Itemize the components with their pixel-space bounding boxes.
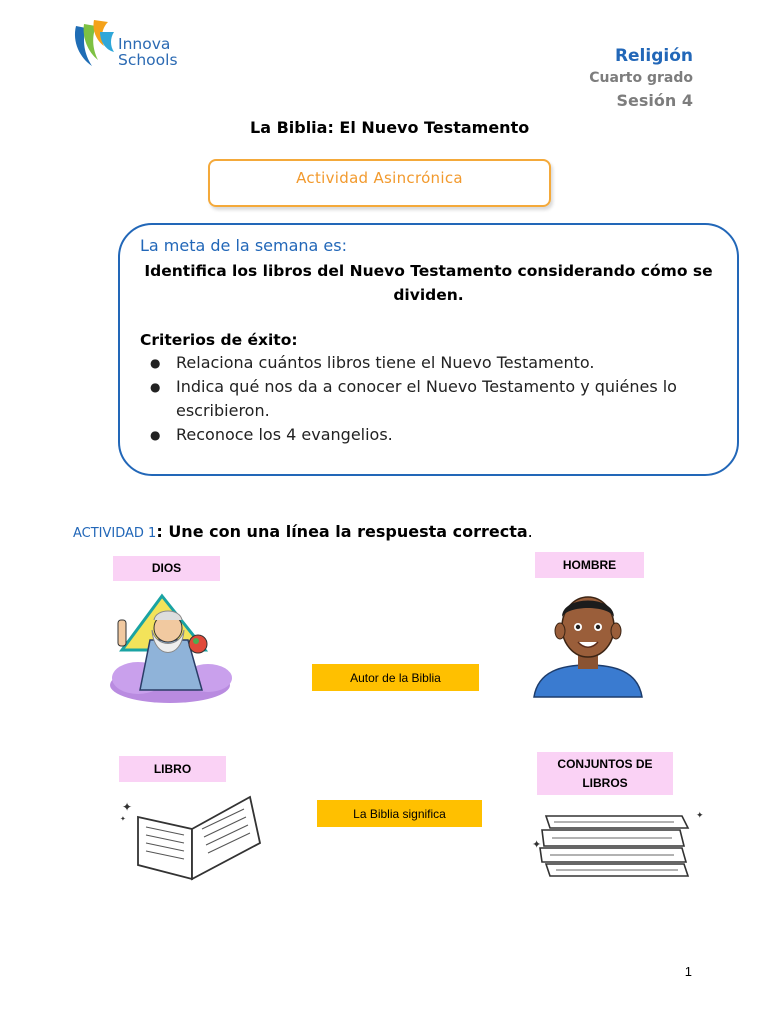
session-label: Sesión 4 — [616, 91, 693, 110]
document-title: La Biblia: El Nuevo Testamento — [250, 118, 530, 137]
option-la-biblia-significa[interactable]: La Biblia significa — [317, 800, 482, 827]
svg-text:✦: ✦ — [532, 839, 542, 851]
option-autor-de-la-biblia[interactable]: Autor de la Biblia — [312, 664, 479, 691]
criteria-list — [150, 351, 720, 447]
logo-text — [118, 36, 178, 68]
goal-text: Identifica los libros del Nuevo Testamento considerando cómo se dividen. — [144, 262, 713, 304]
subject-title: Religión — [614, 46, 693, 66]
goal-heading: La meta de la semana es: — [140, 236, 347, 255]
criteria-item: ● Reconoce los 4 evangelios. — [150, 423, 720, 447]
activity-1-period: . — [527, 522, 533, 541]
logo-mark-icon — [70, 16, 120, 72]
god-illustration — [110, 590, 235, 705]
svg-text:✦: ✦ — [696, 810, 704, 820]
activity-1-tag: ACTIVIDAD 1 — [73, 526, 157, 541]
grade-label: Cuarto grado — [589, 70, 693, 86]
logo-line-2: Schools — [118, 51, 178, 69]
activity-1-separator: : — [156, 522, 169, 541]
man-illustration — [532, 587, 644, 699]
label-libro: LIBRO — [119, 756, 226, 782]
svg-text:✦: ✦ — [120, 816, 126, 823]
criteria-item: ● Relaciona cuántos libros tiene el Nuevo Testamento. — [150, 351, 720, 375]
activity-type-label: Actividad Asincrónica — [296, 169, 463, 187]
activity-1-instruction: Une con una línea la respuesta correcta — [168, 522, 528, 541]
stacked-books-illustration — [532, 808, 712, 880]
open-book-illustration — [118, 787, 268, 882]
criteria-item: ● Indica qué nos da a conocer el Nuevo Testamento y quiénes lo escribieron. — [150, 375, 720, 423]
label-conjuntos-de-libros — [537, 752, 673, 795]
svg-text:✦: ✦ — [122, 800, 133, 814]
activity-1-heading — [73, 522, 533, 541]
criteria-heading: Criterios de éxito: — [140, 331, 298, 349]
conjuntos-text: CONJUNTOS DE LIBROS — [557, 756, 653, 790]
page-number: 1 — [684, 964, 692, 979]
logo-line-1: Innova — [118, 35, 171, 53]
label-hombre: HOMBRE — [535, 552, 644, 578]
label-dios: DIOS — [113, 556, 220, 581]
